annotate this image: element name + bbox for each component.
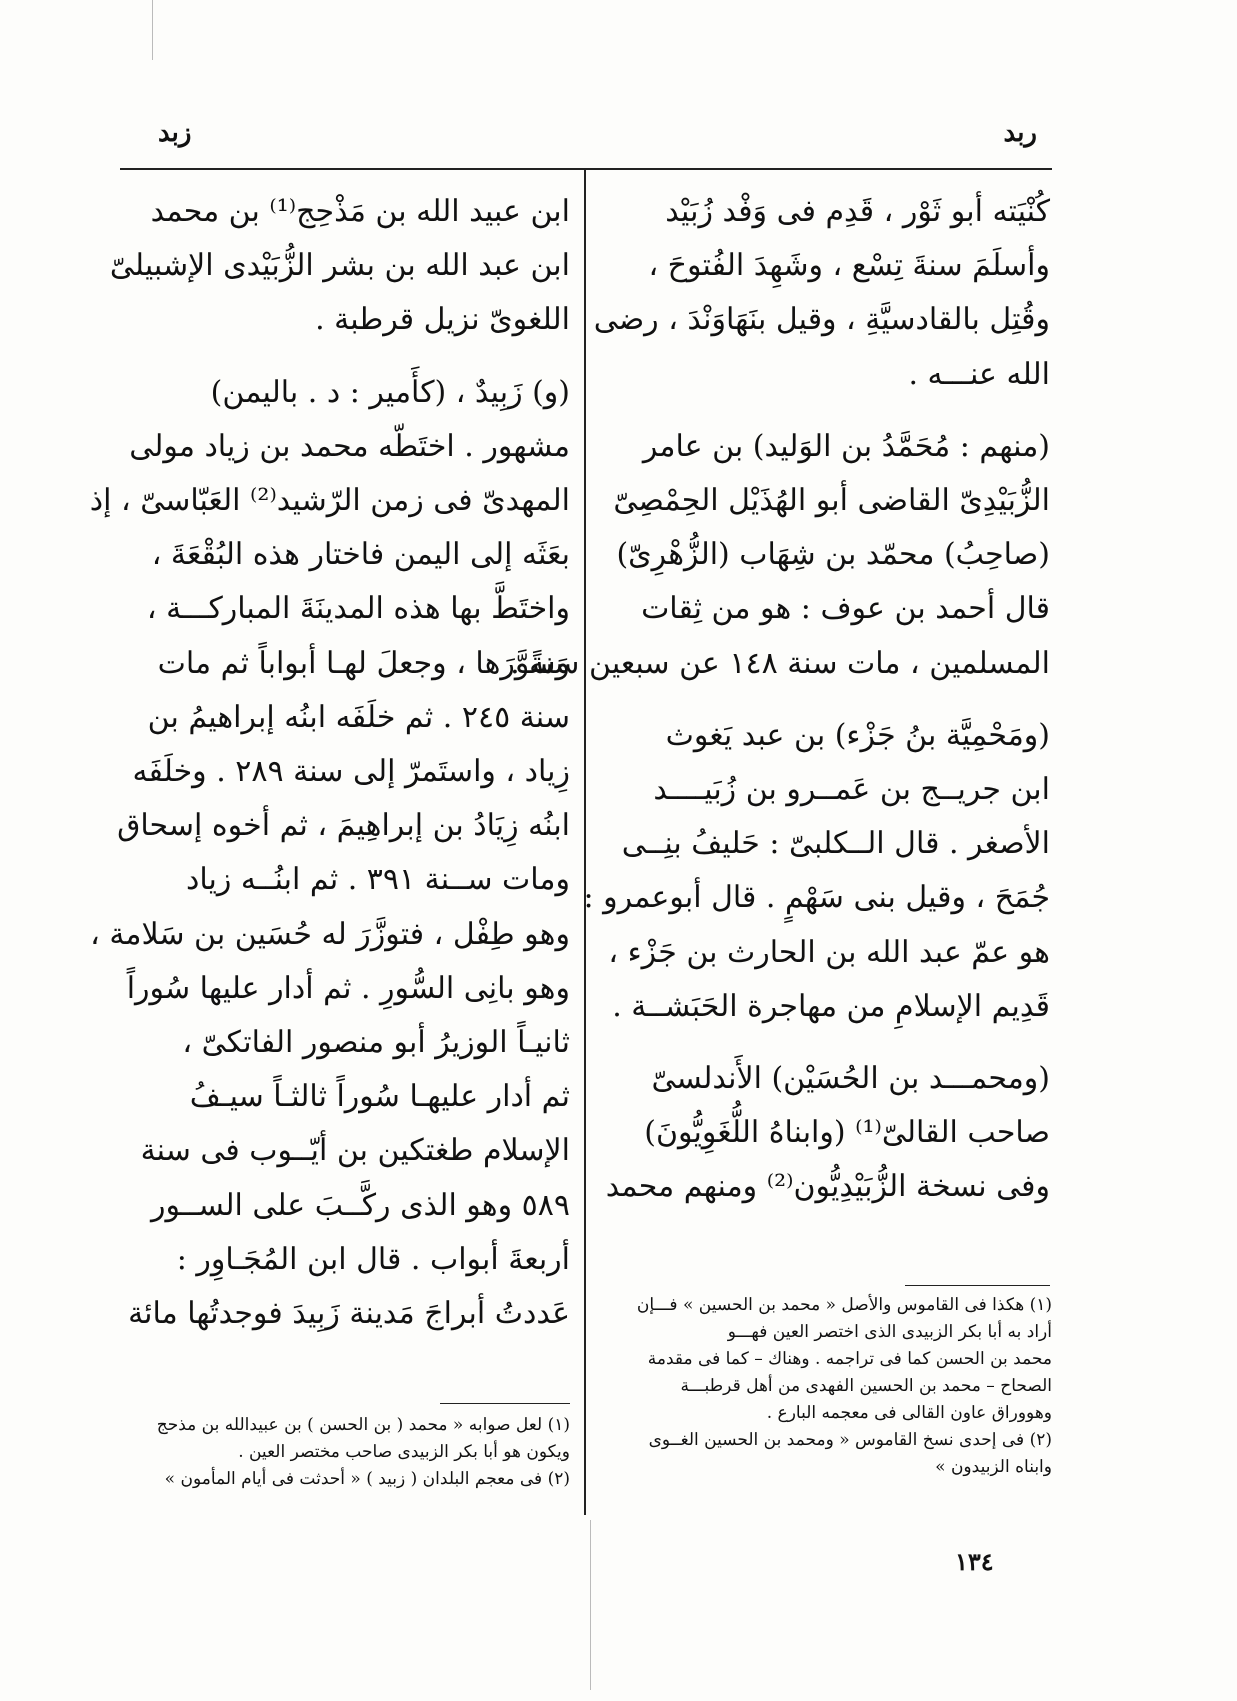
text-line: (ومحمـــد بن الحُسَيْن) الأَندلسىّ <box>651 1061 1050 1097</box>
footnote-rule-left <box>440 1403 570 1404</box>
text-line: (و) زَبِيدٌ ، (كأَمير : د . باليمن) <box>210 374 570 410</box>
text-line: وَسوَّرَها ، وجعلَ لهـا أبواباً ثم مات <box>157 645 570 681</box>
right-column <box>510 185 1050 1215</box>
text-line: سنة ٢٤٥ . ثم خلَفَه ابنُه إبراهيمُ بن <box>147 699 570 735</box>
paragraph-gap <box>620 1034 1050 1052</box>
scan-artifact <box>590 1520 591 1690</box>
text-line: وأسلَمَ سنةَ تِسْع ، وشَهِدَ الفُتوحَ ، <box>648 248 1050 284</box>
text-line: هو عمّ عبد الله بن الحارث بن جَزْء ، <box>608 934 1050 970</box>
text-line: كُنْيَته أبو ثَوْر ، قَدِم فى وَفْد زُبَيْد <box>665 194 1050 229</box>
footnote-line: الصحاح – محمد بن الحسين الفهدى من أهل قرطبـــة <box>680 1376 1052 1396</box>
text-line: قال أحمد بن عوف : هو من ثِقات <box>641 591 1050 627</box>
text-line: ابن عبد الله بن بشر الزُّبَيْدى الإشبيلىّ <box>109 248 570 284</box>
paragraph-gap <box>115 348 570 366</box>
footnotes-right <box>620 1292 1052 1481</box>
text-line: ثم أدار عليهـا سُوراً ثالثـاً سيـفُ <box>189 1079 570 1115</box>
text-line: واختَطَّ بها هذه المدينَةَ المباركـــة ، <box>146 591 570 627</box>
text-line: صاحب القالىّ⁽¹⁾ (وابناهُ اللُّغَوِيُّونَ) <box>644 1115 1050 1151</box>
text-line: الإسلام طغتكين بن أيّــوب فى سنة <box>140 1133 570 1169</box>
text-line: ومات ســنة ٣٩١ . ثم ابنُــه زياد <box>186 862 570 898</box>
text-line: بعَثَه إلى اليمن فاختار هذه البُقْعَةَ ، <box>151 537 570 573</box>
paragraph-gap <box>620 691 1050 709</box>
text-line: أربعةَ أبواب . قال ابن المُجَـاوِر : <box>176 1241 570 1277</box>
column-divider <box>584 170 586 1515</box>
text-line: المهدىّ فى زمن الرّشيد⁽²⁾ العَبّاسىّ ، إذ <box>89 483 570 519</box>
running-head-left: زبد <box>158 118 192 148</box>
text-line: الله عنـــه . <box>908 356 1050 392</box>
footnote-line: وهووراق عاون القالى فى معجمه البارع . <box>766 1403 1052 1423</box>
text-line: (صاحِبُ) محمّد بن شِهَاب (الزُّهْرِىّ) <box>616 537 1050 573</box>
text-line: المسلمين ، مات سنة ١٤٨ عن سبعين سنةً . <box>510 645 1050 681</box>
page-number: ١٣٤ <box>955 1547 994 1576</box>
text-line: ثانيـاً الوزيرُ أبو منصور الفاتكىّ ، <box>182 1025 570 1061</box>
text-line: زِياد ، واستَمرّ إلى سنة ٢٨٩ . وخلَفَه <box>132 754 570 790</box>
text-line: ابن عبيد الله بن مَذْحِج⁽¹⁾ بن محمد <box>150 194 570 229</box>
footnote-line: ويكون هو أبا بكر الزبيدى صاحب مختصر العين . <box>238 1442 570 1462</box>
footnote-line: (٢) فى إحدى نسخ القاموس « ومحمد بن الحسين الغــوى <box>648 1430 1052 1450</box>
text-line: مشهور . اختَطّه محمد بن زياد مولى <box>129 428 570 464</box>
text-line: وقُتِل بالقادسيَّةِ ، وقيل بنَهَاوَنْدَ ، رضى <box>593 302 1050 338</box>
scan-artifact <box>152 0 153 60</box>
left-column <box>89 185 570 1341</box>
paragraph-gap <box>620 402 1050 420</box>
footnote-line: (١) هكذا فى القاموس والأصل « محمد بن الحسين » فـــإن <box>636 1295 1052 1315</box>
text-line: ابنُه زِيَادُ بن إبراهِيمَ ، ثم أخوه إسحاق <box>117 808 570 844</box>
text-line: وفى نسخة الزُّبَيْدِيُّون⁽²⁾ ومنهم محمد <box>605 1169 1050 1205</box>
text-line: ٥٨٩ وهو الذى ركَّــبَ على الســور <box>151 1187 570 1223</box>
footnotes-left <box>118 1412 570 1493</box>
text-line: الأصغر . قال الــكلبىّ : حَليفُ بنِــى <box>621 826 1050 862</box>
footnote-line: محمد بن الحسن كما فى تراجمه . وهناك – كما فى مقدمة <box>647 1349 1052 1369</box>
text-line: اللغوىّ نزيل قرطبة . <box>315 302 570 338</box>
text-line: جُمَحَ ، وقيل بنى سَهْمٍ . قال أبوعمرو : <box>583 880 1050 916</box>
footnote-line: (١) لعل صوابه « محمد ( بن الحسن ) بن عبيدالله بن مذحج <box>156 1415 570 1435</box>
text-line: (منهم : مُحَمَّدُ بن الوَليد) بن عامر <box>642 428 1050 464</box>
header-rule <box>120 168 1052 170</box>
footnote-rule-right <box>905 1285 1050 1286</box>
footnote-line: (٢) فى معجم البلدان ( زبيد ) « أحدثت فى أيام المأمون » <box>164 1469 570 1489</box>
footnote-line: وابناه الزبيدون » <box>935 1457 1052 1477</box>
text-line: عَددتُ أبراجَ مَدينة زَبِيدَ فوجدتُها مائة <box>128 1296 570 1332</box>
text-line: وهو طِفْل ، فتوزَّرَ له حُسَين بن سَلامة ، <box>90 916 570 952</box>
text-line: (ومَحْمِيَّة بنُ جَزْء) بن عبد يَغوث <box>665 717 1050 753</box>
running-head-right: ربد <box>1003 118 1037 148</box>
text-line: قَدِيم الإسلامِ من مهاجرة الحَبَشــة . <box>612 988 1050 1024</box>
text-line: ابن جريــج بن عَمــرو بن زُبَيــــد <box>653 772 1050 808</box>
footnote-line: أراد به أبا بكر الزبيدى الذى اختصر العين فهـــو <box>727 1322 1052 1342</box>
text-line: وهو بانِى السُّورِ . ثم أدار عليها سُوراً <box>126 970 570 1006</box>
text-line: الزُّبَيْدِىّ القاضى أبو الهُذَيْل الحِمْصِىّ <box>613 483 1050 519</box>
